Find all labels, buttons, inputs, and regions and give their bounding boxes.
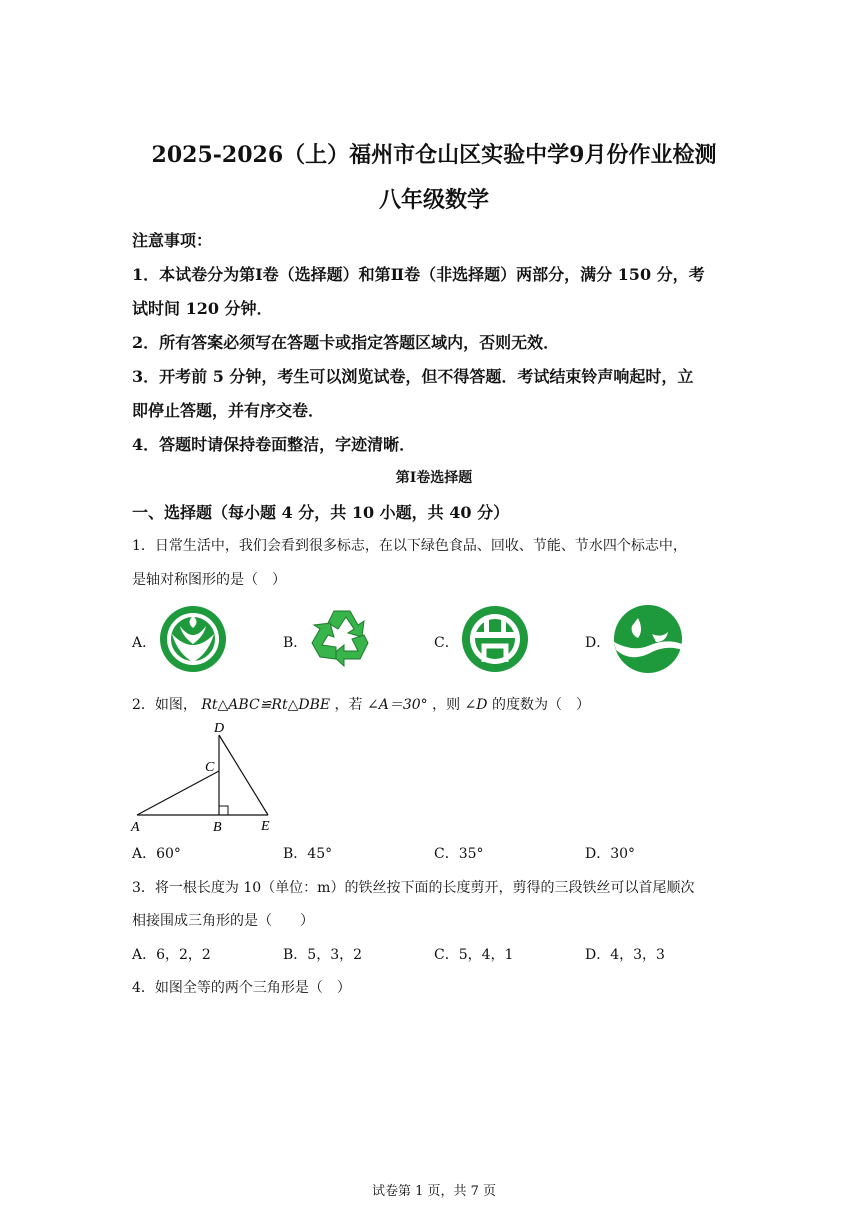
q1-option-c-label: C． bbox=[434, 635, 459, 651]
question-1-line-1: 1．日常生活中，我们会看到很多标志，在以下绿色食品、回收、节能、节水四个标志中， bbox=[132, 538, 687, 554]
label-b: B bbox=[213, 820, 222, 835]
q2-angle-d: ∠D bbox=[464, 697, 488, 713]
question-3-line-1: 3．将一根长度为 10（单位：m）的铁丝按下面的长度剪开，剪得的三段铁丝可以首尾顺次 bbox=[132, 880, 695, 896]
exam-subtitle: 八年级数学 bbox=[378, 187, 489, 213]
question-4-line-1: 4．如图全等的两个三角形是（ ） bbox=[132, 980, 351, 996]
notice-item-3-line-2: 即停止答题，并有序交卷． bbox=[132, 401, 325, 420]
label-c: C bbox=[205, 760, 215, 775]
notice-item-3-line-1: 3．开考前 5 分钟，考生可以浏览试卷，但不得答题．考试结束铃声响起时，立 bbox=[132, 367, 694, 386]
notice-item-2: 2．所有答案必须写在答题卡或指定答题区域内，否则无效． bbox=[132, 333, 560, 352]
label-a: A bbox=[131, 820, 140, 835]
q2-suffix: 的度数为（ ） bbox=[491, 697, 590, 713]
label-e: E bbox=[261, 819, 270, 834]
q2-mid: ，若 bbox=[334, 697, 363, 713]
page-footer: 试卷第 1 页，共 7 页 bbox=[371, 1184, 497, 1199]
q2-option-d: D．30° bbox=[585, 846, 636, 862]
question-2-text bbox=[132, 694, 590, 714]
q2-option-a: A．60° bbox=[132, 846, 181, 862]
section-one-title: 一、选择题（每小题 4 分，共 10 小题，共 40 分） bbox=[132, 503, 510, 522]
water-saving-logo-icon bbox=[612, 604, 684, 674]
q2-option-b: B．45° bbox=[283, 846, 333, 862]
energy-saving-logo-icon bbox=[460, 604, 530, 674]
notice-item-4: 4．答题时请保持卷面整洁，字迹清晰． bbox=[132, 435, 416, 454]
recycle-logo-icon bbox=[308, 603, 380, 673]
part-one-heading: 第Ⅰ卷选择题 bbox=[395, 470, 473, 486]
notice-heading: 注意事项： bbox=[132, 231, 213, 250]
q3-option-c: C．5，4，1 bbox=[434, 947, 514, 963]
segment-de bbox=[219, 735, 268, 815]
notice-item-1-line-1: 1．本试卷分为第Ⅰ卷（选择题）和第Ⅱ卷（非选择题）两部分，满分 150 分，考 bbox=[132, 265, 705, 284]
label-d: D bbox=[214, 721, 225, 736]
q1-option-a-label: A． bbox=[132, 635, 157, 651]
question-3-line-2: 相接围成三角形的是（ ） bbox=[132, 913, 314, 929]
q2-angle-a: ∠A＝30° bbox=[366, 697, 428, 713]
triangle-figure bbox=[128, 716, 278, 836]
q2-option-c: C．35° bbox=[434, 846, 484, 862]
right-angle-mark bbox=[219, 806, 228, 815]
notice-item-1-line-2: 试时间 120 分钟． bbox=[132, 299, 273, 318]
question-1-line-2: 是轴对称图形的是（ ） bbox=[132, 572, 286, 588]
q1-option-d-label: D． bbox=[585, 635, 611, 651]
q3-option-a: A．6，2，2 bbox=[132, 947, 211, 963]
exam-title: 2025-2026（上）福州市仓山区实验中学9月份作业检测 bbox=[151, 142, 717, 168]
q3-option-d: D．4，3，3 bbox=[585, 947, 665, 963]
q1-option-b-label: B． bbox=[283, 635, 308, 651]
segment-ac bbox=[137, 771, 219, 815]
q2-then: ，则 bbox=[432, 697, 461, 713]
green-food-logo-icon bbox=[158, 604, 228, 674]
q2-prefix: 2．如图， bbox=[132, 697, 197, 713]
q2-congruence: Rt△ABC≌Rt△DBE bbox=[201, 697, 331, 713]
q3-option-b: B．5，3，2 bbox=[283, 947, 363, 963]
